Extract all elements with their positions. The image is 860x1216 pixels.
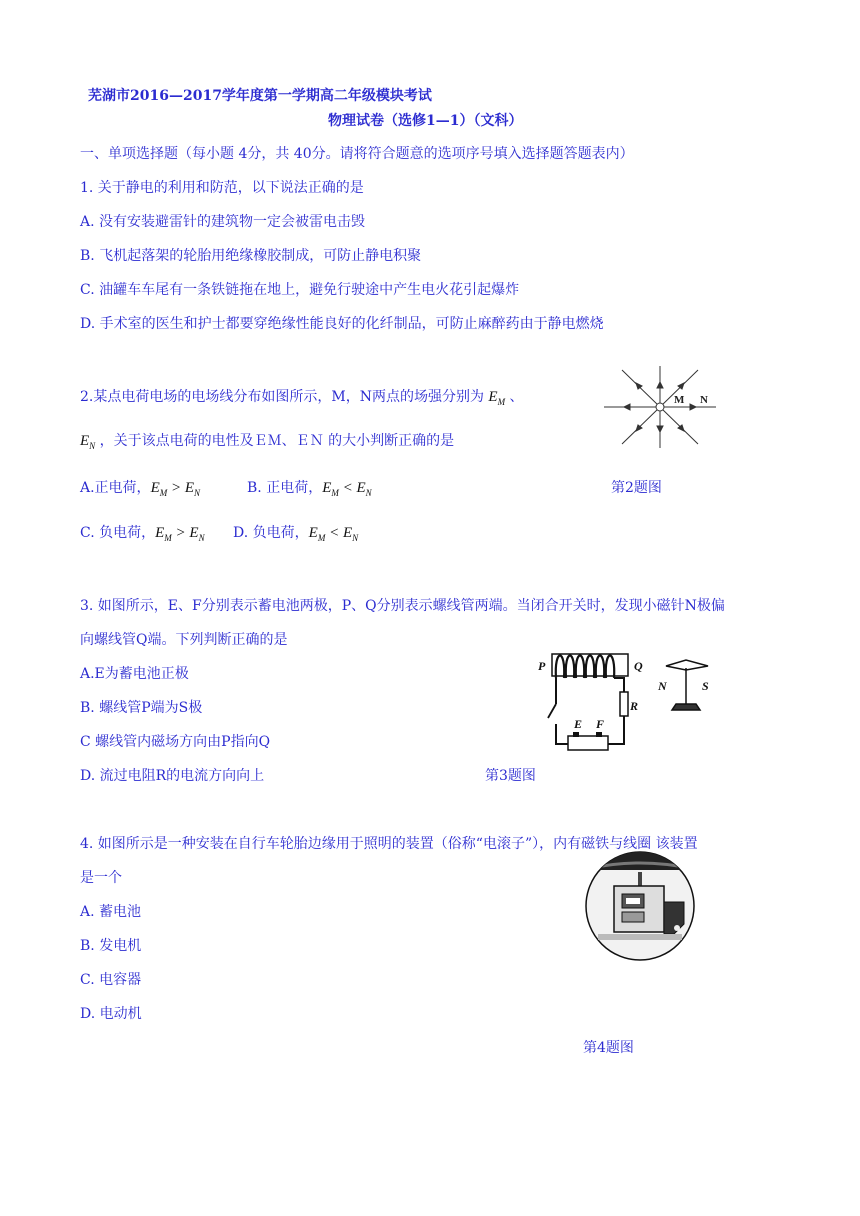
q3-option-d: D. 流过电阻R的电流方向向上	[80, 768, 265, 784]
q3-circuit-figure	[516, 644, 720, 756]
q2-stem-line1	[80, 388, 524, 411]
q3-option-a: A.E为蓄电池正极	[80, 666, 189, 682]
q2-stem-tail: 、	[509, 389, 524, 405]
q1-stem: 1. 关于静电的利用和防范，以下说法正确的是	[80, 180, 364, 196]
q4-option-a: A. 蓄电池	[80, 904, 142, 920]
q2-caption: 第2题图	[611, 480, 662, 496]
q2-option-d: D. 负电荷，$E_M < E_N$	[233, 525, 359, 543]
q3-stem-line1: 3. 如图所示，E、F分别表示蓄电池两极，P、Q分别表示螺线管两端。当闭合开关时，发现小磁针N极偏	[80, 598, 725, 614]
section-title: 一、单项选择题（每小题 4分，共 40分。请将符合题意的选项序号填入选择题答题表内）	[80, 146, 634, 162]
q1-option-d: D. 手术室的医生和护士都要穿绝缘性能良好的化纤制品，可防止麻醉药由于静电燃烧	[80, 316, 604, 332]
q2-option-c: C. 负电荷，$E_M > E_N$	[80, 525, 205, 543]
q2-option-b: B. 正电荷，$E_M < E_N$	[247, 480, 372, 498]
q4-stem-line2: 是一个	[80, 870, 122, 886]
q3-fig-label-n: N	[658, 679, 667, 693]
q2-stem-text: 2.某点电荷电场的电场线分布如图所示，M，N两点的场强分别为	[80, 389, 484, 405]
q3-fig-label-e: E	[574, 717, 583, 731]
q3-stem-line2: 向螺线管Q端。下列判断正确的是	[80, 632, 288, 648]
q4-option-c: C. 电容器	[80, 972, 142, 988]
exam-school-title: 芜湖市2016—2017学年度第一学期高二年级模块考试	[88, 88, 432, 104]
q2-field-lines-figure	[600, 362, 720, 452]
q1-option-b: B. 飞机起落架的轮胎用绝缘橡胶制成，可防止静电积聚	[80, 248, 422, 264]
q1-option-a: A. 没有安装避雷针的建筑物一定会被雷电击毁	[80, 214, 366, 230]
q2-en-symbol: $E_N$	[80, 433, 96, 451]
q3-fig-label-s: S	[702, 679, 709, 693]
q3-option-b: B. 螺线管P端为S极	[80, 700, 203, 716]
q3-fig-label-r: R	[630, 699, 639, 713]
q2-stem-line2	[80, 432, 454, 455]
q3-fig-label-f: F	[596, 717, 605, 731]
q4-option-d: D. 电动机	[80, 1006, 142, 1022]
exam-subject-title: 物理试卷（选修1—1）（文科）	[328, 113, 523, 129]
q2-fig-label-n: N	[700, 394, 708, 406]
q2-fig-label-m: M	[674, 394, 685, 406]
q4-stem-line1: 4. 如图所示是一种安装在自行车轮胎边缘用于照明的装置（俗称“电滚子”），内有磁铁与线圈 该装置	[80, 836, 698, 852]
q4-option-b: B. 发电机	[80, 938, 142, 954]
q2-stem-text2: ，关于该点电荷的电性及ＥＭ、ＥＮ 的大小判断正确的是	[99, 433, 455, 449]
q4-caption: 第4题图	[583, 1040, 634, 1056]
q3-fig-label-p: P	[538, 659, 546, 673]
q1-option-c: C. 油罐车车尾有一条铁链拖在地上，避免行驶途中产生电火花引起爆炸	[80, 282, 520, 298]
q3-option-c: C 螺线管内磁场方向由P指向Q	[80, 734, 271, 750]
q3-caption: 第3题图	[485, 768, 536, 784]
q2-em-symbol: $E_M$	[488, 389, 506, 407]
q4-dynamo-figure	[578, 850, 702, 962]
q2-option-a: A.正电荷，$E_M > E_N$	[80, 480, 201, 498]
q3-fig-label-q: Q	[634, 659, 643, 673]
